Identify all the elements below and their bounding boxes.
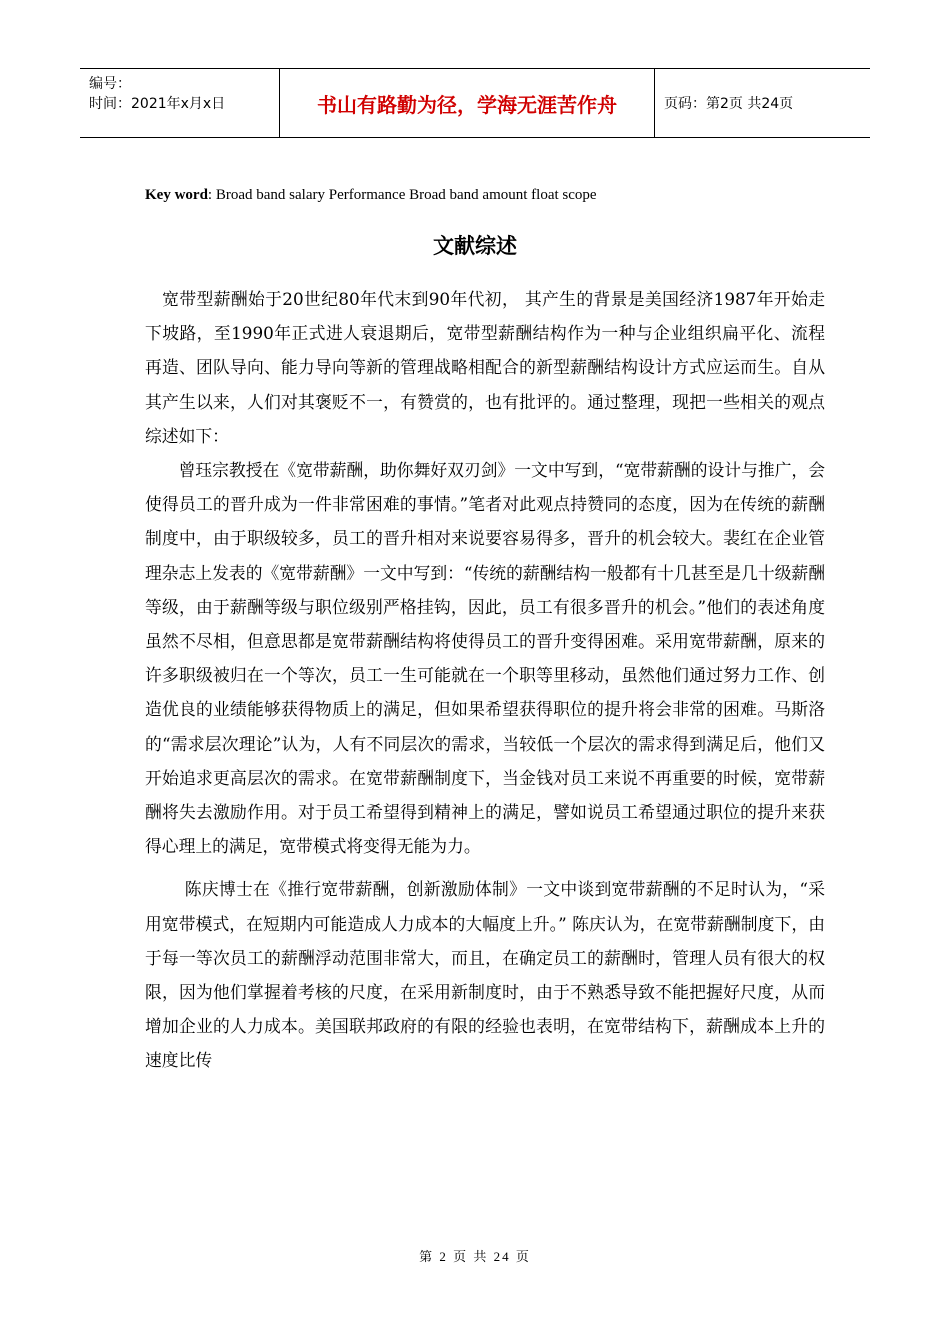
keywords-label: Key word <box>145 187 208 203</box>
paragraph: 陈庆博士在《推行宽带薪酬，创新激励体制》一文中谈到宽带薪酬的不足时认为，“采用宽带模式，在短期内可能造成人力成本的大幅度上升。” 陈庆认为，在宽带薪酬制度下，由于每一等次员工的薪酬浮动范围非常大，而且，在确定员工的薪酬时，管理人员有很大的权限，因为他们掌握着考核的尺度，在采用新制度时，由于不熟悉导致不能把握好尺度，从而增加企业的人力成本。美国联邦政府的有限的经验也表明，在宽带结构下，薪酬成本上升的速度比传 <box>145 879 825 1071</box>
header-meta <box>80 69 280 137</box>
paragraph: 宽带型薪酬始于20世纪80年代末到90年代初， 其产生的背景是美国经济1987年开始走下坡路，至1990年正式进人衰退期后，宽带型薪酬结构作为一种与企业组织扁平化、流程再造、团队导向、能力导向等新的管理战略相配合的新型薪酬结构设计方式应运而生。自从其产生以来，人们对其褒贬不一，有赞赏的，也有批评的。通过整理，现把一些相关的观点综述如下： <box>145 289 825 446</box>
number-label: 编号： <box>89 76 131 92</box>
header-motto: 书山有路勤为径，学海无涯苦作舟 <box>280 69 655 137</box>
document-title: 文献综述 <box>433 234 517 258</box>
page-footer: 第 2 页 共 24 页 <box>419 1249 531 1264</box>
keywords-line <box>145 187 825 204</box>
body-text <box>145 282 825 1078</box>
time-label: 时间：2021年x月x日 <box>89 96 226 112</box>
header-page-info: 页码：第2页 共24页 <box>664 96 794 112</box>
page-header <box>80 68 870 138</box>
keywords-text: : Broad band salary Performance Broad band amount float scope <box>207 187 597 203</box>
paragraph: 曾珏宗教授在《宽带薪酬，助你舞好双刃剑》一文中写到，“宽带薪酬的设计与推广，会使得员工的晋升成为一件非常困难的事情。”笔者对此观点持赞同的态度，因为在传统的薪酬制度中，由于职级较多，员工的晋升相对来说要容易得多，晋升的机会较大。裴红在企业管理杂志上发表的《宽带薪酬》一文中写到：“传统的薪酬结构一般都有十几甚至是几十级薪酬等级，由于薪酬等级与职位级别严格挂钩，因此，员工有很多晋升的机会。”他们的表述角度虽然不尽相，但意思都是宽带薪酬结构将使得员工的晋升变得困难。采用宽带薪酬，原来的许多职级被归在一个等次，员工一生可能就在一个职等里移动，虽然他们通过努力工作、创造优良的业绩能够获得物质上的满足，但如果希望获得职位的提升将会非常的困难。马斯洛的“需求层次理论”认为，人有不同层次的需求，当较低一个层次的需求得到满足后，他们又开始追求更高层次的需求。在宽带薪酬制度下，当金钱对员工来说不再重要的时候，宽带薪酬将失去激励作用。对于员工希望得到精神上的满足，譬如说员工希望通过职位的提升来获得心理上的满足，宽带模式将变得无能为力。 <box>145 460 825 857</box>
